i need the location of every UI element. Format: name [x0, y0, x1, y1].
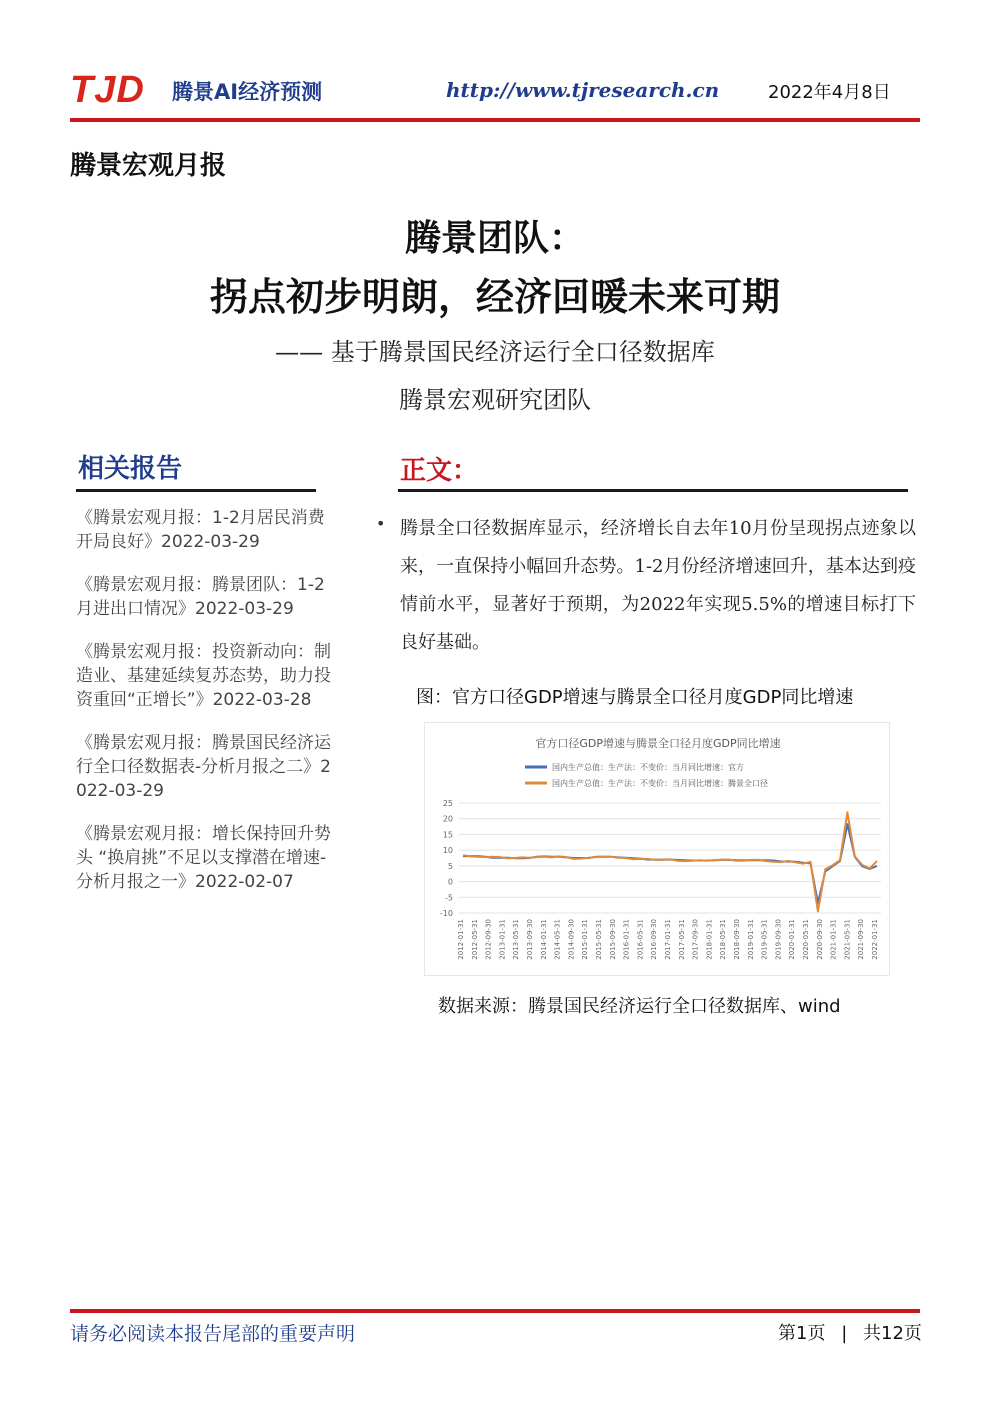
y-tick-label: 5 [447, 861, 453, 871]
x-tick-label: 2019-01-31 [746, 919, 755, 960]
x-tick-label: 2022-01-31 [871, 919, 879, 960]
chart-legend [525, 762, 768, 788]
x-tick-label: 2014-01-31 [539, 919, 548, 960]
legend-label-official: 国内生产总值：生产法：不变价：当月同比增速：官方 [552, 763, 744, 772]
y-tick-label: 15 [442, 830, 453, 840]
report-title-line1: 腾景团队： [404, 217, 585, 259]
report-subtitle: —— 基于腾景国民经济运行全口径数据库 [275, 338, 715, 366]
gdp-chart [424, 722, 890, 976]
footer-notice: 请务必阅读本报告尾部的重要声明 [70, 1323, 356, 1345]
chart-title: 官方口径GDP增速与腾景全口径月度GDP同比增速 [535, 737, 781, 750]
report-team: 腾景宏观研究团队 [399, 386, 591, 414]
logo-mark: TJD [70, 69, 145, 111]
x-tick-label: 2017-09-30 [691, 919, 700, 960]
y-tick-label: 25 [442, 799, 453, 808]
y-tick-label: 10 [442, 846, 453, 856]
related-report-link[interactable]: 《腾景宏观月报：增长保持回升势头 “换肩挑”不足以支撑潜在增速-分析月报之一》2022-02-07 [76, 824, 331, 892]
y-tick-label: -10 [439, 909, 453, 918]
brand-logo [70, 70, 370, 110]
x-tick-label: 2012-01-31 [457, 919, 465, 960]
legend-label-tj: 国内生产总值：生产法：不变价：当月同比增速：腾景全口径 [552, 779, 768, 788]
body-divider [398, 489, 908, 492]
x-tick-label: 2019-09-30 [774, 919, 783, 960]
related-reports-heading: 相关报告 [78, 454, 183, 484]
page-separator: | [841, 1323, 848, 1344]
x-tick-label: 2012-05-31 [470, 919, 479, 960]
footer-divider [70, 1309, 920, 1313]
x-tick-label: 2019-05-31 [760, 919, 769, 960]
chart-x-ticks [457, 919, 879, 960]
related-report-link[interactable]: 《腾景宏观月报：投资新动向：制造业、基建延续复苏态势，助力投资重回“正增长”》2022-03-28 [76, 642, 331, 710]
figure-caption: 图：官方口径GDP增速与腾景全口径月度GDP同比增速 [416, 687, 854, 708]
x-tick-label: 2016-09-30 [650, 919, 659, 960]
y-tick-label: 0 [447, 877, 453, 887]
bullet-icon: • [376, 514, 386, 533]
body-paragraph: 腾景全口径数据库显示，经济增长自去年10月份呈现拐点迹象以来，一直保持小幅回升态势。1-2月份经济增速回升，基本达到疫情前水平，显著好于预期，为2022年实现5.5%的增速目标打下良好基础。 [400, 518, 916, 653]
x-tick-label: 2020-09-30 [815, 919, 824, 960]
x-tick-label: 2014-09-30 [567, 919, 576, 960]
x-tick-label: 2018-09-30 [733, 919, 741, 960]
total-pages: 共12页 [863, 1323, 922, 1344]
site-url-link[interactable]: http://www.tjresearch.cn [446, 78, 720, 102]
logo-text: 腾景AI经济预测 [172, 80, 323, 104]
figure-source: 数据来源：腾景国民经济运行全口径数据库、wind [438, 996, 841, 1017]
x-tick-label: 2017-01-31 [664, 919, 672, 960]
related-reports-list [76, 506, 332, 913]
x-tick-label: 2020-01-31 [788, 919, 797, 960]
x-tick-label: 2012-09-30 [484, 919, 493, 960]
series-line-tj [463, 812, 877, 911]
report-date: 2022年4月8日 [768, 82, 891, 103]
current-page: 第1页 [778, 1323, 826, 1344]
x-tick-label: 2018-01-31 [705, 919, 714, 960]
series-name: 腾景宏观月报 [70, 151, 227, 181]
related-divider [76, 489, 316, 492]
chart-series [463, 812, 877, 911]
x-tick-label: 2017-05-31 [677, 919, 686, 960]
x-tick-label: 2014-05-31 [553, 919, 562, 960]
x-tick-label: 2013-09-30 [526, 919, 534, 960]
x-tick-label: 2021-05-31 [843, 919, 852, 960]
x-tick-label: 2013-01-31 [498, 919, 507, 960]
related-report-link[interactable]: 《腾景宏观月报：腾景团队：1-2月进出口情况》2022-03-29 [76, 575, 325, 619]
x-tick-label: 2018-05-31 [719, 919, 728, 960]
x-tick-label: 2020-05-31 [802, 919, 810, 960]
chart-y-ticks [440, 799, 453, 918]
x-tick-label: 2016-05-31 [636, 919, 645, 960]
related-report-link[interactable]: 《腾景宏观月报：1-2月居民消费开局良好》2022-03-29 [76, 508, 325, 552]
x-tick-label: 2021-01-31 [829, 919, 838, 960]
chart-svg [425, 723, 891, 977]
related-report-link[interactable]: 《腾景宏观月报：腾景国民经济运行全口径数据表-分析月报之二》2022-03-29 [76, 733, 331, 801]
header-divider [70, 118, 920, 122]
y-tick-label: -5 [445, 893, 453, 903]
x-tick-label: 2013-05-31 [512, 919, 521, 960]
body-heading: 正文： [400, 456, 479, 486]
x-tick-label: 2015-05-31 [595, 919, 603, 960]
x-tick-label: 2021-09-30 [857, 919, 866, 960]
x-tick-label: 2015-09-30 [608, 919, 617, 960]
page-indicator [778, 1319, 922, 1345]
x-tick-label: 2016-01-31 [622, 919, 631, 960]
report-title-line2: 拐点初步明朗，经济回暖未来可期 [209, 274, 780, 319]
x-tick-label: 2015-01-31 [581, 919, 590, 960]
y-tick-label: 20 [442, 814, 453, 824]
